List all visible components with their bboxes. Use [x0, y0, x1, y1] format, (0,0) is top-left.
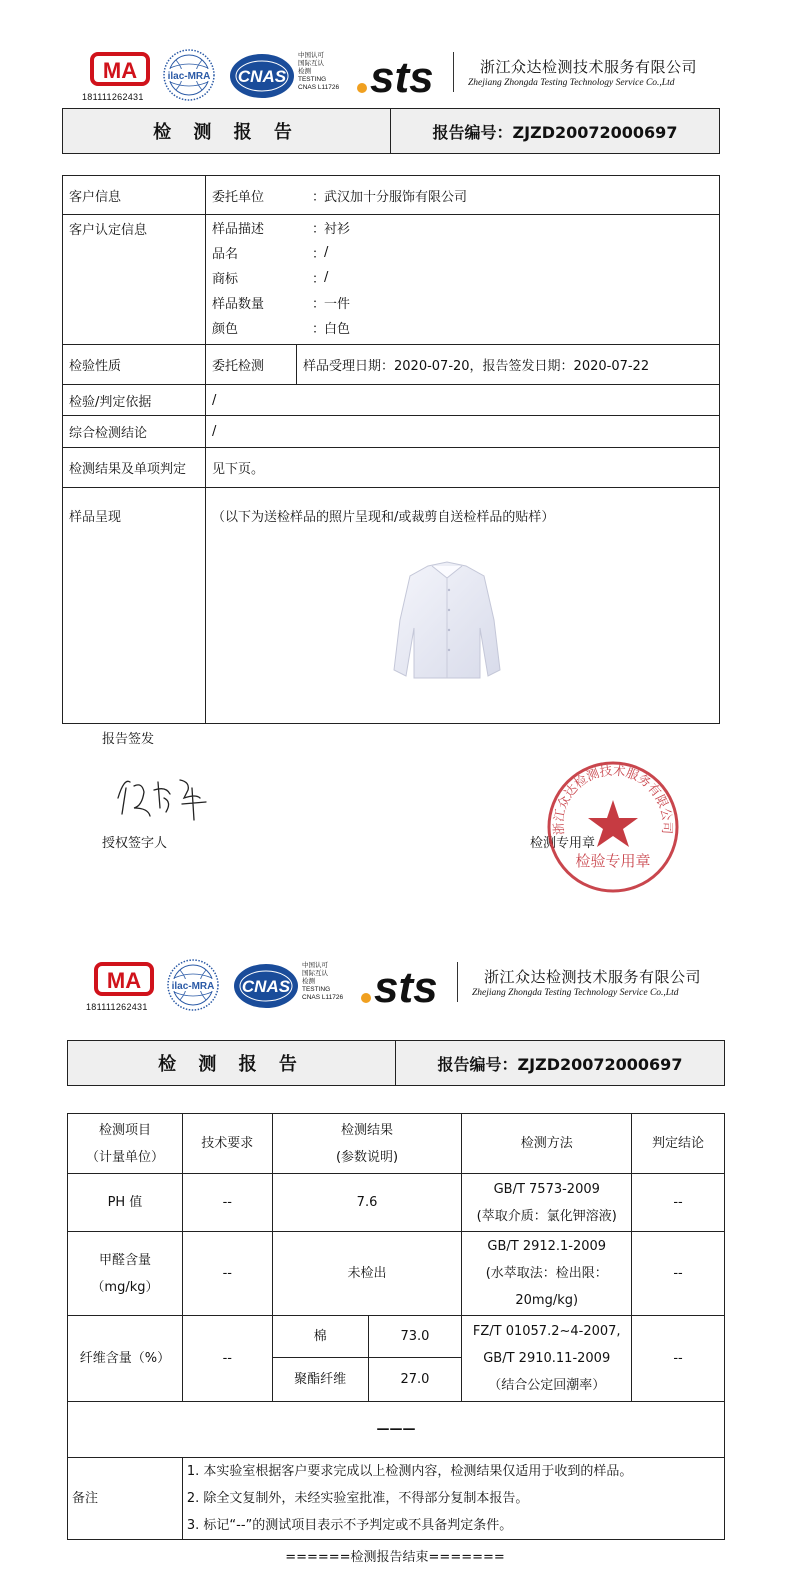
- table-row: [63, 345, 720, 385]
- sts-logo-icon: [352, 48, 452, 98]
- company-name-en: Zhejiang Zhongda Testing Technology Service Co.,Ltd: [472, 988, 679, 998]
- confirmed-cell: [206, 215, 720, 345]
- signer-label: 授权签字人: [102, 836, 168, 851]
- conclusion-label: 综合检测结论: [63, 416, 206, 448]
- header-result: 检测结果 (参数说明): [272, 1114, 462, 1174]
- report-title: 检 测 报 告: [63, 109, 391, 153]
- confirmed-label: 客户认定信息: [63, 215, 206, 345]
- table-header-row: [68, 1114, 725, 1174]
- list-item: 样品数量 ： 一件: [212, 297, 351, 312]
- svg-text:MA: MA: [106, 968, 142, 993]
- table-row: [63, 215, 720, 345]
- list-item: 样品描述 ： 衬衫: [212, 222, 351, 237]
- report-end-marker: ======检测报告结束=======: [285, 1550, 505, 1565]
- table-row: [63, 416, 720, 448]
- test-results-table: [67, 1113, 725, 1540]
- svg-text:MA: MA: [102, 58, 138, 83]
- svg-text:浙江众达检测技术服务有限公司: 浙江众达检测技术服务有限公司: [550, 762, 676, 836]
- company-name-cn: 浙江众达检测技术服务有限公司: [484, 968, 702, 986]
- client-cell: 委托单位 ： 武汉加十分服饰有限公司: [206, 176, 720, 215]
- results-value: 见下页。: [206, 448, 720, 488]
- report-number: 报告编号：ZJZD20072000697: [437, 1054, 683, 1074]
- svg-text:ilac-MRA: ilac-MRA: [171, 981, 215, 992]
- logo-header-2: [84, 958, 724, 1018]
- handwritten-signature: [108, 768, 218, 824]
- table-row: ———: [68, 1402, 725, 1458]
- header-requirement: 技术要求: [182, 1114, 272, 1174]
- cma-code: 181111262431: [86, 1002, 148, 1012]
- header-verdict: 判定结论: [632, 1114, 725, 1174]
- table-row: [63, 385, 720, 416]
- stamp-label: 检测专用章: [530, 836, 596, 851]
- table-row: [68, 1458, 725, 1540]
- logo-divider: [453, 52, 454, 92]
- basis-label: 检验/判定依据: [63, 385, 206, 416]
- table-row: [63, 176, 720, 215]
- shirt-photo-icon: [388, 560, 506, 684]
- list-item: 商标 ： /: [212, 270, 329, 287]
- report-title-bar: [67, 1040, 725, 1086]
- notes-label: 备注: [68, 1458, 183, 1540]
- logo-header-1: [80, 48, 720, 108]
- nature-label: 检验性质: [63, 345, 206, 385]
- cnas-logo-icon: [232, 962, 300, 1010]
- table-row: 甲醛含量 （mg/kg） -- 未检出 GB/T 2912.1-2009 (水萃取法：检出限： 20mg/kg) --: [68, 1232, 725, 1316]
- table-row: [63, 448, 720, 488]
- issue-label: 报告签发: [102, 732, 155, 747]
- header-method: 检测方法: [462, 1114, 632, 1174]
- cma-logo-icon: [94, 960, 154, 1000]
- sample-note: （以下为送检样品的照片呈现和/或裁剪自送检样品的贴样）: [206, 488, 720, 724]
- results-label: 检测结果及单项判定: [63, 448, 206, 488]
- svg-text:CNAS: CNAS: [241, 977, 291, 996]
- cnas-caption: 中国认可 国际互认 检测 TESTING CNAS L11726: [298, 52, 340, 91]
- company-name-cn: 浙江众达检测技术服务有限公司: [480, 58, 698, 76]
- table-row: PH 值 -- 7.6 GB/T 7573-2009 (萃取介质：氯化钾溶液) --: [68, 1174, 725, 1232]
- sample-label: 样品呈现: [63, 488, 206, 724]
- report-title-bar: [62, 108, 720, 154]
- cma-code: 181111262431: [82, 92, 144, 102]
- company-name-en: Zhejiang Zhongda Testing Technology Service Co.,Ltd: [468, 78, 675, 88]
- svg-text:检验专用章: 检验专用章: [575, 852, 651, 870]
- nature-value: 委托检测: [206, 345, 297, 385]
- client-label: 客户信息: [63, 176, 206, 215]
- list-item: 颜色 ： 白色: [212, 322, 351, 337]
- cnas-caption: 中国认可 国际互认 检测 TESTING CNAS L11726: [302, 962, 344, 1001]
- notes-cell: 1. 本实验室根据客户要求完成以上检测内容，检测结果仅适用于收到的样品。 2. 除全文复制外，未经实验室批准，不得部分复制本报告。 3. 标记“--”的测试项目表示不予判定或不具备判定条件。: [182, 1458, 724, 1540]
- conclusion-value: /: [206, 416, 720, 448]
- svg-text:CNAS: CNAS: [237, 67, 287, 86]
- client-value: 武汉加十分服饰有限公司: [324, 189, 468, 205]
- header-item: 检测项目 （计量单位）: [68, 1114, 183, 1174]
- list-item: 品名 ： /: [212, 245, 329, 262]
- svg-text:sts: sts: [374, 963, 438, 1008]
- ilac-mra-logo-icon: [166, 958, 220, 1012]
- basis-value: /: [206, 385, 720, 416]
- logo-divider: [457, 962, 458, 1002]
- ilac-mra-logo-icon: [162, 48, 216, 102]
- client-key: 委托单位: [212, 189, 265, 205]
- svg-text:sts: sts: [370, 53, 434, 98]
- cma-logo-icon: [90, 50, 150, 90]
- report-title: 检 测 报 告: [68, 1041, 396, 1085]
- table-row: 纤维含量（%） -- 棉 73.0 FZ/T 01057.2~4-2007, GB/T 2910.11-2009 （结合公定回潮率） --: [68, 1316, 725, 1358]
- dates-text: 样品受理日期：2020-07-20，报告签发日期：2020-07-22: [297, 345, 720, 385]
- svg-text:ilac-MRA: ilac-MRA: [167, 71, 211, 82]
- cnas-logo-icon: [228, 52, 296, 100]
- report-number: 报告编号：ZJZD20072000697: [432, 122, 678, 142]
- sts-logo-icon: [356, 958, 456, 1008]
- table-row: 聚酯纤维 27.0: [68, 1358, 725, 1402]
- inspection-seal-icon: [544, 758, 682, 896]
